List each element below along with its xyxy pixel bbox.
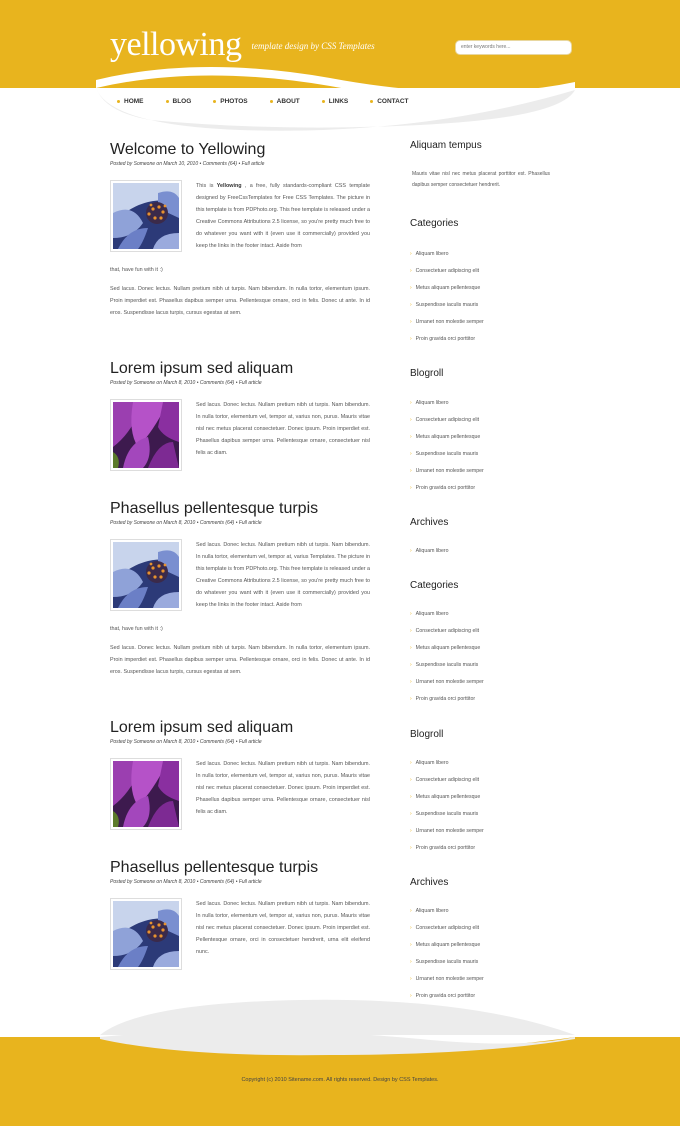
sidebar-link[interactable] <box>410 628 479 634</box>
sidebar-link-label: Proin gravida orci porttitor <box>415 696 476 702</box>
nav-photos[interactable] <box>213 96 247 106</box>
sidebar-link-label: Metus aliquam pellentesque <box>415 942 481 948</box>
chevron-right-icon: › <box>410 828 412 834</box>
bullet-icon <box>213 100 216 103</box>
sidebar-link[interactable] <box>410 925 479 931</box>
post-paragraph: Sed lacus. Donec lectus. Nullam pretium nibh ut turpis. Nam bibendum. In nulla tortor, elementum ipsum. Proin imperdiet est. Phasellus dapibus semper urna. Pellentesque ornare, orci in felis. Donec ut ante. In id eros. Suspendisse lacus turpis, cursus egestas at sem. <box>110 645 370 675</box>
sidebar-link[interactable] <box>410 811 478 817</box>
post-intro: Sed lacus. Donec lectus. Nullam pretium nibh ut turpis. Nam bibendum. In nulla tortor, elementum vel, tempor at, varius non, purus. Mauris vitae nisl nec metus placerat consectetuer. Donec ipsum. Proin imperdiet est. Phasellus dapibus semper urna. Pellentesque ornare, consectetuer nisl felis ac diam. <box>196 402 370 456</box>
sidebar-heading: Categories <box>410 218 459 229</box>
post-title[interactable]: Phasellus pellentesque turpis <box>110 859 319 876</box>
nav-home[interactable] <box>117 96 144 106</box>
sidebar-link-label: Consectetuer adipiscing elit <box>415 417 480 423</box>
chevron-right-icon: › <box>410 942 412 948</box>
sidebar-link[interactable] <box>410 645 480 651</box>
post-title[interactable]: Welcome to Yellowing <box>110 141 266 158</box>
nav-label: LINKS <box>328 97 349 105</box>
chevron-right-icon: › <box>410 451 412 457</box>
chevron-right-icon: › <box>410 417 412 423</box>
sidebar-link-label: Suspendisse iaculis mauris <box>415 959 479 965</box>
post-meta: Posted by Someone on March 8, 2010 • Comments (64) • Full article <box>110 520 262 526</box>
footer-background <box>0 995 680 1126</box>
blue-flower-image <box>113 542 179 608</box>
sidebar-link-label: Urnanet non molestie semper <box>415 468 484 474</box>
chevron-right-icon: › <box>410 845 412 851</box>
sidebar-link-label: Aliquam libero <box>415 400 449 406</box>
sidebar-heading: Archives <box>410 517 449 528</box>
post-intro: Sed lacus. Donec lectus. Nullam pretium nibh ut turpis. Nam bibendum. In nulla tortor, elementum vel, tempor at, varius non, purus. Mauris vitae nisl nec metus placerat consectetuer. Donec ipsum. Proin imperdiet est. Phasellus dapibus semper urna. Pellentesque ornare, consectetuer nisl felis ac diam. <box>196 761 370 815</box>
chevron-right-icon: › <box>410 794 412 800</box>
sidebar-link[interactable] <box>410 302 478 308</box>
sidebar-link-label: Consectetuer adipiscing elit <box>415 925 480 931</box>
chevron-right-icon: › <box>410 268 412 274</box>
nav-label: BLOG <box>172 97 192 105</box>
sidebar-link-label: Metus aliquam pellentesque <box>415 285 481 291</box>
sidebar-link-label: Metus aliquam pellentesque <box>415 645 481 651</box>
sidebar-link-label: Suspendisse iaculis mauris <box>415 662 479 668</box>
blue-flower-image <box>113 183 179 249</box>
chevron-right-icon: › <box>410 679 412 685</box>
sidebar-link-label: Metus aliquam pellentesque <box>415 794 481 800</box>
main-nav <box>117 96 431 106</box>
post-paragraph: Sed lacus. Donec lectus. Nullam pretium nibh ut turpis. Nam bibendum. In nulla tortor, elementum ipsum. Proin imperdiet est. Phasellus dapibus semper urna. Pellentesque ornare, orci in felis. Donec ut ante. In id eros. Suspendisse lacus turpis, cursus egestas at sem. <box>110 286 370 316</box>
post-meta: Posted by Someone on March 8, 2010 • Comments (64) • Full article <box>110 879 262 885</box>
sidebar-link-label: Proin gravida orci porttitor <box>415 336 476 342</box>
post-intro <box>196 180 370 264</box>
post-meta: Posted by Someone on March 8, 2010 • Comments (64) • Full article <box>110 739 262 745</box>
sidebar-link-label: Suspendisse iaculis mauris <box>415 811 479 817</box>
sidebar-link[interactable] <box>410 548 449 554</box>
sidebar-link[interactable] <box>410 845 475 851</box>
post <box>110 141 370 319</box>
post-thumbnail <box>110 758 182 830</box>
sidebar-link-label: Consectetuer adipiscing elit <box>415 777 480 783</box>
search-input[interactable]: enter keywords here... <box>455 40 572 55</box>
footer-copyright: Copyright (c) 2010 Sitename.com. All rights reserved. Design by CSS Templates. <box>241 1077 439 1083</box>
sidebar-heading: Blogroll <box>410 729 444 740</box>
sidebar-link-label: Urnanet non molestie semper <box>415 976 484 982</box>
chevron-right-icon: › <box>410 468 412 474</box>
sidebar-link-label: Aliquam libero <box>415 251 449 257</box>
nav-contact[interactable] <box>370 96 408 106</box>
sidebar-link[interactable] <box>410 696 475 702</box>
chevron-right-icon: › <box>410 628 412 634</box>
chevron-right-icon: › <box>410 548 412 554</box>
sidebar-heading: Categories <box>410 580 459 591</box>
sidebar-link[interactable] <box>410 417 479 423</box>
site-footer <box>0 995 680 1126</box>
chevron-right-icon: › <box>410 302 412 308</box>
sidebar-link-label: Proin gravida orci porttitor <box>415 993 476 999</box>
bullet-icon <box>322 100 325 103</box>
sidebar-link[interactable] <box>410 336 475 342</box>
sidebar-link[interactable] <box>410 908 449 914</box>
sidebar-link-label: Proin gravida orci porttitor <box>415 845 476 851</box>
sidebar-link-label: Proin gravida orci porttitor <box>415 485 476 491</box>
post <box>110 360 370 459</box>
post-body <box>110 758 370 818</box>
chevron-right-icon: › <box>410 611 412 617</box>
sidebar-link[interactable] <box>410 400 449 406</box>
site-header <box>0 0 680 135</box>
sidebar-heading: Archives <box>410 877 449 888</box>
chevron-right-icon: › <box>410 811 412 817</box>
site-logo[interactable] <box>110 26 375 64</box>
bullet-icon <box>166 100 169 103</box>
sidebar-link-label: Metus aliquam pellentesque <box>415 434 481 440</box>
post-thumbnail <box>110 898 182 970</box>
nav-label: ABOUT <box>276 97 300 105</box>
post-text: , a free, fully standards-compliant CSS template designed by FreeCssTemplates for Free CSS Templates. The picture in this template is from PDPhoto.org. This free template is released under a Creative Commons Attributions 2.5 license, so you're pretty much free to do whatever you want with it (even use it commercially) provided you keep the links in the footer intact. Aside from <box>196 183 370 249</box>
sidebar-link[interactable] <box>410 662 478 668</box>
sidebar-link-label: Consectetuer adipiscing elit <box>415 628 480 634</box>
sidebar-link[interactable] <box>410 268 479 274</box>
sidebar-link[interactable] <box>410 828 484 834</box>
sidebar-link-label: Urnanet non molestie semper <box>415 828 484 834</box>
chevron-right-icon: › <box>410 434 412 440</box>
post-thumbnail <box>110 399 182 471</box>
sidebar-link[interactable] <box>410 794 480 800</box>
sidebar-link[interactable] <box>410 760 449 766</box>
sidebar-link[interactable] <box>410 942 480 948</box>
post-body <box>110 539 370 678</box>
sidebar-link-label: Aliquam libero <box>415 611 449 617</box>
sidebar-link[interactable] <box>410 976 484 982</box>
post-text: This is <box>196 183 217 189</box>
nav-label: PHOTOS <box>220 97 248 105</box>
sidebar-link-label: Aliquam libero <box>415 760 449 766</box>
chevron-right-icon: › <box>410 760 412 766</box>
nav-links[interactable] <box>322 96 349 106</box>
header-background <box>0 0 680 135</box>
logo-title: yellowing <box>110 26 242 63</box>
post <box>110 500 370 678</box>
chevron-right-icon: › <box>410 645 412 651</box>
post-meta: Posted by Someone on March 8, 2010 • Comments (64) • Full article <box>110 380 262 386</box>
post-text-continued: that, have fun with it :) <box>110 267 163 273</box>
post-body <box>110 180 370 319</box>
post-title[interactable]: Lorem ipsum sed aliquam <box>110 719 294 736</box>
chevron-right-icon: › <box>410 251 412 257</box>
sidebar-link[interactable] <box>410 319 484 325</box>
purple-flower-image <box>113 761 179 827</box>
sidebar-link[interactable] <box>410 468 484 474</box>
blue-flower-image <box>113 901 179 967</box>
post-intro: Sed lacus. Donec lectus. Nullam pretium nibh ut turpis. Nam bibendum. In nulla tortor, elementum vel, tempor at, varius Templates. The picture in this template is from PDPhoto.org. This free template is released under a Creative Commons Attributions 2.5 license, so you're pretty much free to do whatever you want with it (even use it commercially) provided you keep the links in the footer intact. Aside from <box>196 542 370 608</box>
chevron-right-icon: › <box>410 662 412 668</box>
chevron-right-icon: › <box>410 485 412 491</box>
chevron-right-icon: › <box>410 959 412 965</box>
sidebar-link[interactable] <box>410 959 478 965</box>
nav-about[interactable] <box>270 96 300 106</box>
nav-label: HOME <box>124 97 144 105</box>
chevron-right-icon: › <box>410 336 412 342</box>
sidebar-link-label: Suspendisse iaculis mauris <box>415 302 479 308</box>
chevron-right-icon: › <box>410 976 412 982</box>
post-title[interactable]: Phasellus pellentesque turpis <box>110 500 319 517</box>
sidebar-link[interactable] <box>410 777 479 783</box>
post <box>110 859 370 958</box>
chevron-right-icon: › <box>410 285 412 291</box>
sidebar-link[interactable] <box>410 485 475 491</box>
chevron-right-icon: › <box>410 908 412 914</box>
bullet-icon <box>270 100 273 103</box>
sidebar-link[interactable] <box>410 434 480 440</box>
chevron-right-icon: › <box>410 777 412 783</box>
nav-label: CONTACT <box>377 97 409 105</box>
sidebar-link[interactable] <box>410 251 449 257</box>
sidebar-link-label: Suspendisse iaculis mauris <box>415 451 479 457</box>
purple-flower-image <box>113 402 179 468</box>
sidebar-link-label: Urnanet non molestie semper <box>415 319 484 325</box>
chevron-right-icon: › <box>410 319 412 325</box>
sidebar-link-label: Urnanet non molestie semper <box>415 679 484 685</box>
sidebar-link-label: Aliquam libero <box>415 548 449 554</box>
chevron-right-icon: › <box>410 696 412 702</box>
post-text-continued: that, have fun with it :) <box>110 626 163 632</box>
post-thumbnail <box>110 539 182 611</box>
chevron-right-icon: › <box>410 925 412 931</box>
sidebar-link-label: Consectetuer adipiscing elit <box>415 268 480 274</box>
bullet-icon <box>117 100 120 103</box>
sidebar-heading: Blogroll <box>410 368 444 379</box>
post-title[interactable]: Lorem ipsum sed aliquam <box>110 360 294 377</box>
sidebar-link[interactable] <box>410 611 449 617</box>
logo-tagline: template design by CSS Templates <box>251 41 375 51</box>
sidebar-link[interactable] <box>410 679 484 685</box>
sidebar-link[interactable] <box>410 451 478 457</box>
sidebar-about-text: Mauris vitae nisl nec metus placerat porttitor est. Phasellus dapibus semper consectetuer hendrerit. <box>412 171 550 188</box>
post-text-bold: Yellowing <box>216 183 242 189</box>
sidebar-link-label: Aliquam libero <box>415 908 449 914</box>
post-body <box>110 399 370 459</box>
sidebar-link[interactable] <box>410 285 480 291</box>
bullet-icon <box>370 100 373 103</box>
chevron-right-icon: › <box>410 993 412 999</box>
post-intro: Sed lacus. Donec lectus. Nullam pretium nibh ut turpis. Nam bibendum. In nulla tortor, elementum vel, tempor at, varius non, purus. Mauris vitae nisl nec metus placerat consectetuer. Donec ipsum. Proin imperdiet est. Pellentesque ornare, orci in consectetuer hendrerit, urna elit eleifend nunc. <box>196 901 370 955</box>
chevron-right-icon: › <box>410 400 412 406</box>
post-body <box>110 898 370 958</box>
sidebar-heading: Aliquam tempus <box>410 140 482 151</box>
post-meta: Posted by Someone on March 10, 2010 • Comments (64) • Full article <box>110 161 265 167</box>
post <box>110 719 370 818</box>
post-thumbnail <box>110 180 182 252</box>
nav-blog[interactable] <box>166 96 192 106</box>
